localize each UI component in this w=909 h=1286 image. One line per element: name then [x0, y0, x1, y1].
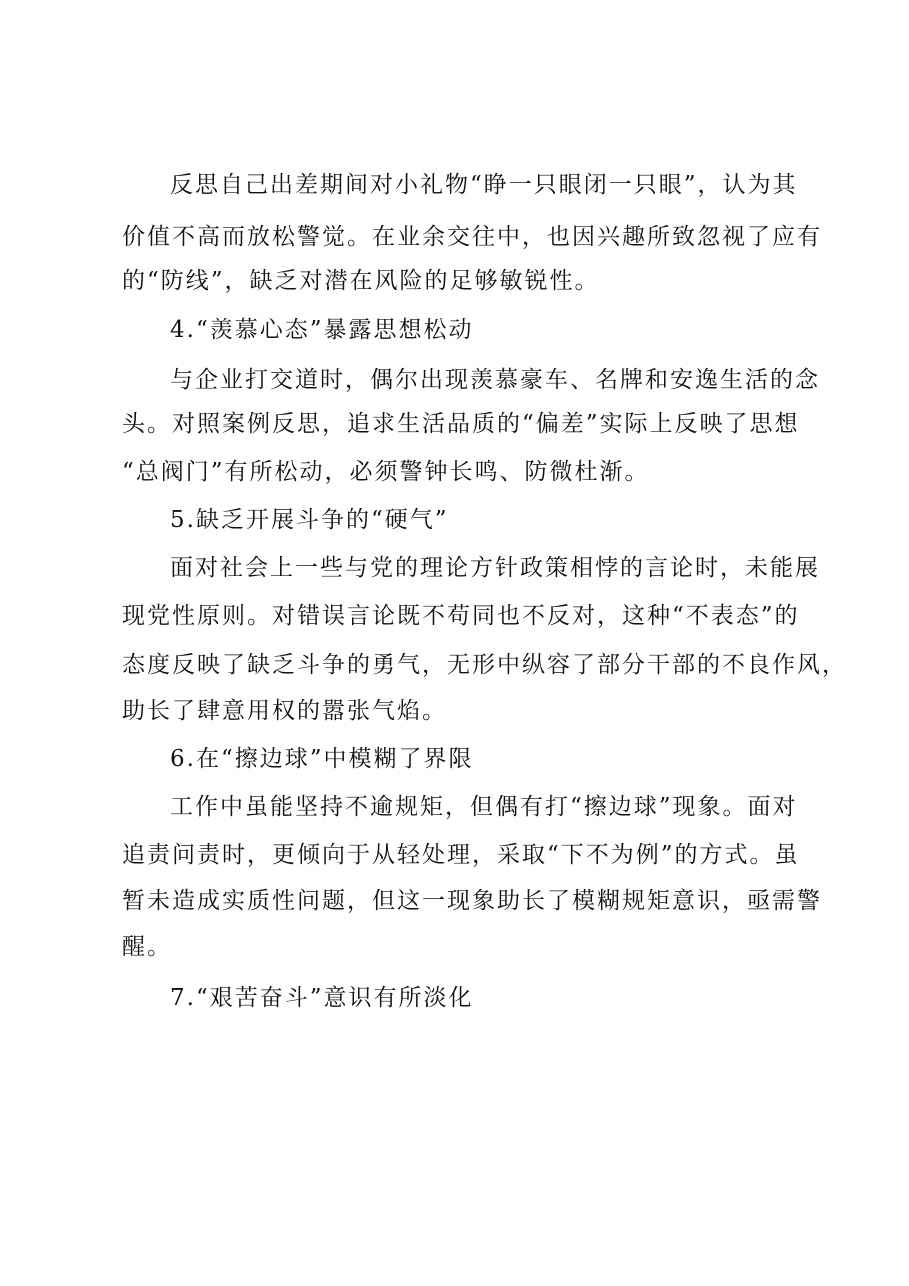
paragraph-line: 反思自己出差期间对小礼物“睁一只眼闭一只眼”，认为其	[170, 172, 798, 198]
section-heading-5: 5.缺乏开展斗争的“硬气”	[170, 507, 449, 533]
paragraph-line: 现党性原则。对错误言论既不苟同也不反对，这种“不表态”的	[122, 603, 800, 629]
paragraph-line: 暂未造成实质性问题，但这一现象助长了模糊规矩意识，亟需警	[122, 888, 822, 914]
paragraph-line: 与企业打交道时，偶尔出现羡慕豪车、名牌和安逸生活的念	[170, 367, 820, 393]
paragraph-line: 态度反映了缺乏斗争的勇气，无形中纵容了部分干部的不良作风，	[122, 652, 847, 678]
paragraph-line: 面对社会上一些与党的理论方针政策相悖的言论时，未能展	[170, 555, 820, 581]
paragraph-line: 追责问责时，更倾向于从轻处理，采取“下不为例”的方式。虽	[122, 842, 800, 868]
paragraph-line: 的“防线”，缺乏对潜在风险的足够敏锐性。	[122, 268, 600, 294]
paragraph-line: 工作中虽能坚持不逾规矩，但偶有打“擦边球”现象。面对	[170, 794, 798, 820]
section-heading-7: 7.“艰苦奋斗”意识有所淡化	[170, 985, 474, 1011]
section-heading-4: 4.“羡慕心态”暴露思想松动	[170, 317, 474, 343]
section-heading-6: 6.在“擦边球”中模糊了界限	[170, 746, 474, 772]
paragraph-line: 价值不高而放松警觉。在业余交往中，也因兴趣所致忽视了应有	[122, 224, 822, 250]
paragraph-line: 助长了肆意用权的嚣张气焰。	[122, 698, 447, 724]
paragraph-line: 头。对照案例反思，追求生活品质的“偏差”实际上反映了思想	[122, 411, 800, 437]
paragraph-line: 醒。	[122, 934, 172, 960]
paragraph-line: “总阀门”有所松动，必须警钟长鸣、防微杜渐。	[122, 459, 650, 485]
